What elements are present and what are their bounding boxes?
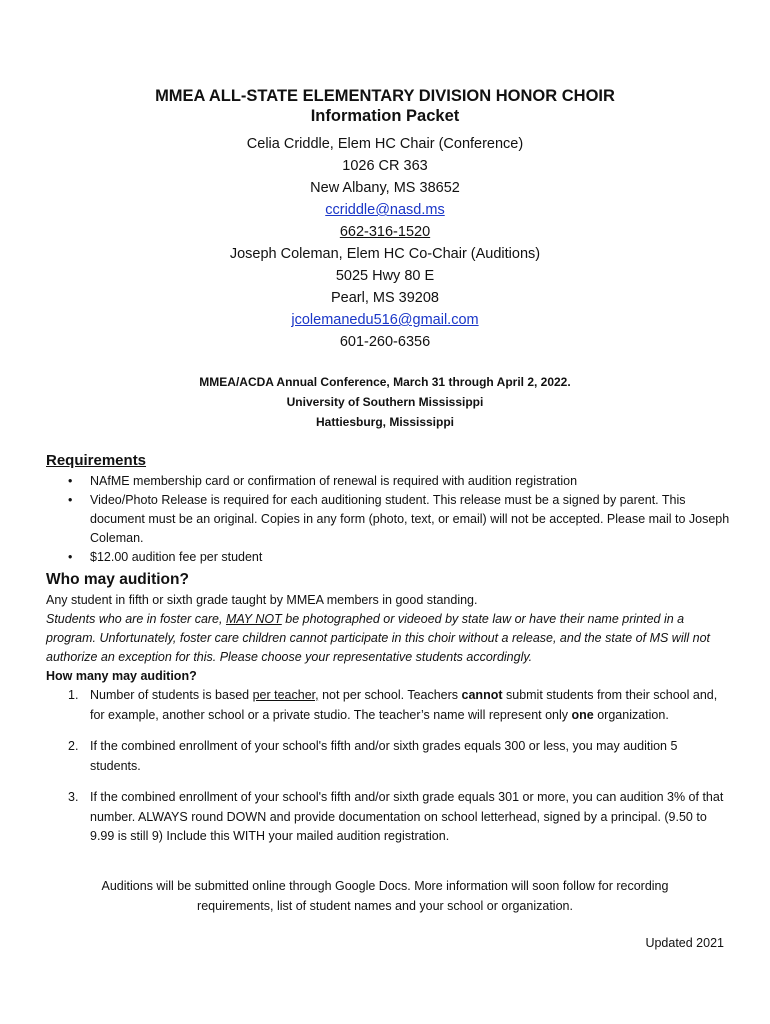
conference-city: Hattiesburg, Mississippi [315,415,455,429]
bullet-icon: • [68,550,73,564]
cochair-address-line-2: Pearl, MS 39208 [330,290,439,306]
document-subtitle: Information Packet [310,107,460,125]
cochair-name: Joseph Coleman, Elem HC Co-Chair (Auditions) [229,246,541,262]
chair-email-link[interactable]: ccriddle@nasd.ms [325,202,445,218]
eligibility-text: Any student in fifth or sixth grade taught by MMEA members in good standing. [46,593,478,607]
conference-venue: University of Southern Mississippi [286,395,484,409]
list-item: 3. If the combined enrollment of your school's fifth and/or sixth grade equals 301 or more, you can audition 3% of that number. ALWAYS round DOWN and provide documentation on school letterhead, signed by a principal. (9.50 to 9.99 is still 9) Include this WITH your mailed audition registration. [68,790,724,843]
updated-label: Updated 2021 [645,936,724,950]
foster-care-note: Students who are in foster care, MAY NOT be photographed or videoed by state law or have their name printed in a program. Unfortunately, foster care children cannot participate in this choir without a release, and the state of MS will not authorize an exception for this. Please choose your representative students accordingly. [46,612,710,664]
chair-address-line-2: New Albany, MS 38652 [310,180,460,196]
requirements-list [46,472,736,567]
list-item: 2. If the combined enrollment of your school's fifth and/or sixth grades equals 300 or less, you may audition 5 students. [68,739,678,773]
list-item: • NAfME membership card or confirmation of renewal is required with audition registration [46,472,736,491]
requirements-heading: Requirements [46,452,147,469]
list-item: • $12.00 audition fee per student [46,548,736,567]
list-item: • Video/Photo Release is required for each auditioning student. This release must be a signed by parent. This document must be an original. Copies in any form (photo, text, or email) will not be accepted. Please mail to Joseph Coleman. [68,493,730,545]
chair-address-line-1: 1026 CR 363 [342,158,428,174]
cochair-email-link[interactable]: jcolemanedu516@gmail.com [291,312,479,328]
audition-rules-list [46,686,726,859]
document-header [0,86,770,126]
chair-name: Celia Criddle, Elem HC Chair (Conference) [246,136,524,152]
chair-phone: 662-316-1520 [339,224,431,240]
how-many-heading: How many may audition? [46,669,197,683]
who-may-audition-body [46,591,736,686]
list-item: 1. Number of students is based per teacher, not per school. Teachers cannot submit students from their school and, for example, another school or a private studio. The teacher’s name will represent only one organization. [68,688,718,722]
cochair-phone: 601-260-6356 [339,334,431,350]
conference-info [0,372,770,432]
who-may-audition-heading: Who may audition? [46,571,189,588]
conference-dates: MMEA/ACDA Annual Conference, March 31 through April 2, 2022. [199,375,571,389]
bullet-icon: • [68,493,73,507]
document-title: MMEA ALL-STATE ELEMENTARY DIVISION HONOR CHOIR [155,87,615,105]
cochair-address-line-1: 5025 Hwy 80 E [335,268,435,284]
contact-block [0,133,770,353]
bullet-icon: • [68,474,73,488]
submission-note: Auditions will be submitted online through Google Docs. More information will soon follow for recording requirements, list of student names and your school or organization. [101,879,669,913]
